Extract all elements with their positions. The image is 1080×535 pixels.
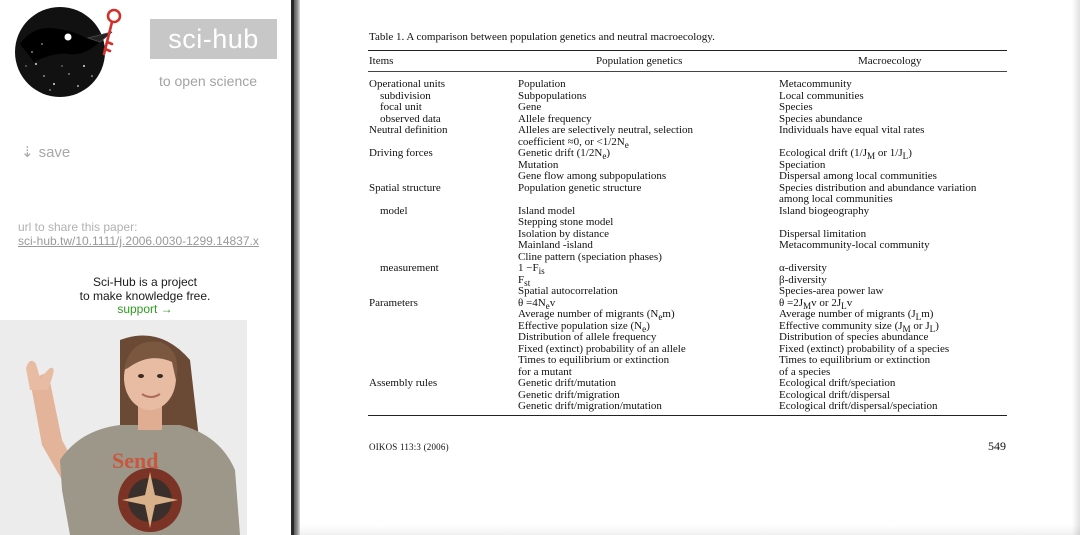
subscript: e [602, 151, 607, 162]
svg-text:Send: Send [112, 448, 159, 473]
table-cell: Metacommunity-local community [779, 239, 930, 251]
subscript: e [624, 139, 629, 150]
cell-text: coefficient ≈0, or <1/2N [518, 135, 625, 148]
table-cell: Metacommunity [779, 78, 852, 90]
table-cell: Species-area power law [779, 285, 884, 297]
table-cell: Spatial autocorrelation [518, 285, 618, 297]
table-cell: Mainland -island [518, 239, 593, 251]
cell-text: or J [910, 319, 930, 332]
table-cell: Distribution of allele frequency [518, 331, 657, 343]
cell-text: ) [935, 319, 939, 332]
cell-text: or 1/J [875, 147, 903, 159]
cell-text: θ =2J [779, 296, 804, 309]
save-label: save [38, 143, 71, 161]
table-cell: Fixed (extinct) probability of an allele [518, 342, 686, 355]
cell-text: Ecological drift (1/J [779, 147, 867, 159]
pdf-page [300, 0, 1080, 535]
table-cell: Mutation [518, 158, 559, 171]
cell-text: Average number of migrants (N [518, 308, 659, 320]
page-edge-shadow [1072, 0, 1080, 535]
share-url-label: url to share this paper: [18, 220, 138, 234]
sci-hub-raven-logo[interactable] [14, 4, 132, 100]
table-cell: Gene [518, 101, 542, 113]
journal-footer: OIKOS 113:3 (2006) [369, 442, 449, 452]
subscript: e [658, 312, 663, 323]
table-cell: measurement [380, 262, 439, 274]
sidebar [0, 0, 291, 535]
subscript: M [902, 323, 911, 334]
table-cell: Parameters [369, 296, 418, 309]
tagline: to open science [158, 73, 258, 89]
table-cell: β-diversity [779, 273, 827, 286]
cell-text: v [549, 296, 556, 309]
cell-text: m) [921, 308, 934, 320]
table-caption: Table 1. A comparison between population genetics and neutral macroecology. [369, 31, 715, 43]
table-cell: among local communities [779, 193, 893, 205]
cell-text: Effective population size (N [518, 319, 643, 332]
table-cell: Fixed (extinct) probability of a species [779, 342, 950, 355]
table-cell: Times to equilibrium or extinction [518, 354, 670, 366]
panel-divider[interactable] [291, 0, 300, 535]
cell-text: v or 2J [811, 296, 842, 309]
cell-text: ) [646, 319, 650, 332]
table-cell: Ecological drift/dispersal/speciation [779, 400, 938, 412]
subscript: e [642, 323, 647, 334]
table-cell: Subpopulations [518, 89, 587, 102]
table-cell: Genetic drift/mutation [518, 377, 617, 389]
page-bottom-shadow [300, 525, 1080, 535]
table-cell: Population [518, 78, 566, 90]
share-url-link[interactable]: sci-hub.tw/10.1111/j.2006.0030-1299.14837.x [18, 234, 259, 248]
table-cell: for a mutant [518, 365, 572, 378]
table-cell: of a species [779, 365, 831, 378]
table-cell: subdivision [380, 89, 431, 102]
table-bottom-rule [368, 415, 1007, 416]
table-cell: Ecological drift/speciation [779, 377, 896, 389]
table-cell: Assembly rules [369, 377, 438, 389]
table-cell: Alleles are selectively neutral, selection [518, 124, 694, 136]
table-cell: Times to equilibrium or extinction [779, 354, 931, 366]
cell-text: Genetic drift (1/2N [518, 147, 603, 159]
project-line-2: to make knowledge free. [79, 289, 211, 303]
cell-text: v [846, 296, 853, 309]
table-cell: Cline pattern (speciation phases) [518, 250, 662, 263]
subscript: is [538, 266, 545, 277]
table-cell: Island biogeography [779, 204, 870, 217]
header-population-genetics: Population genetics [596, 55, 683, 67]
table-cell: Gene flow among subpopulations [518, 170, 667, 182]
table-top-rule [368, 50, 1007, 51]
table-cell: Isolation by distance [518, 227, 610, 240]
table-cell: Stepping stone model [518, 216, 614, 228]
table-cell: Dispersal among local communities [779, 170, 937, 182]
page-number: 549 [988, 439, 1006, 453]
table-cell: Driving forces [369, 147, 433, 159]
subscript: M [866, 151, 876, 162]
subscript: e [545, 300, 550, 311]
subscript: L [902, 151, 909, 162]
table-cell: model [380, 204, 408, 217]
subscript: M [803, 300, 812, 311]
table-cell: focal unit [380, 101, 422, 113]
cell-text: Effective community size (J [779, 319, 903, 332]
table-cell: Speciation [779, 158, 826, 171]
subscript: L [915, 312, 922, 323]
table-cell: Allele frequency [518, 112, 592, 125]
table-cell: Dispersal limitation [779, 227, 867, 240]
founder-photo [0, 320, 247, 535]
table-cell: Species distribution and abundance variation [779, 181, 977, 194]
subscript: L [841, 300, 847, 311]
download-arrow-icon: ⇣ [21, 144, 34, 161]
table-cell: Species [779, 101, 813, 113]
project-description [40, 275, 250, 303]
table-header-rule [368, 71, 1007, 72]
table-cell: Genetic drift/migration [518, 388, 620, 401]
cell-text: 1 −F [518, 262, 539, 274]
cell-text: F [518, 273, 525, 286]
table-cell: Ecological drift/dispersal [779, 388, 890, 401]
sci-hub-brand[interactable]: sci-hub [150, 19, 277, 59]
subscript: st [524, 277, 531, 288]
table-cell: α-diversity [779, 262, 827, 274]
cell-text: ) [606, 147, 611, 159]
project-line-1: Sci-Hub is a project [92, 275, 198, 289]
header-macroecology: Macroecology [858, 55, 922, 67]
table-cell: Distribution of species abundance [779, 331, 929, 343]
table-cell: Operational units [369, 78, 446, 90]
table-cell: Island model [518, 204, 576, 217]
table-cell: Spatial structure [369, 181, 441, 194]
header-items: Items [369, 55, 394, 67]
table-cell: Genetic drift/migration/mutation [518, 400, 662, 412]
table-cell: Individuals have equal vital rates [779, 124, 925, 136]
cell-text: θ =4N [518, 296, 546, 309]
table-cell: observed data [380, 112, 441, 125]
cell-text: ) [908, 147, 912, 159]
cell-text: m) [662, 308, 675, 320]
save-button[interactable] [21, 143, 70, 161]
table-cell: Local communities [779, 89, 864, 102]
support-link[interactable]: support → [117, 302, 173, 316]
table-cell: Species abundance [779, 112, 863, 125]
waving-person-image [0, 320, 247, 535]
subscript: L [929, 323, 936, 334]
cell-text: Average number of migrants (J [779, 308, 916, 320]
table-cell: Population genetic structure [518, 181, 642, 194]
table-cell: Neutral definition [369, 124, 448, 136]
raven-key-icon [14, 4, 132, 100]
